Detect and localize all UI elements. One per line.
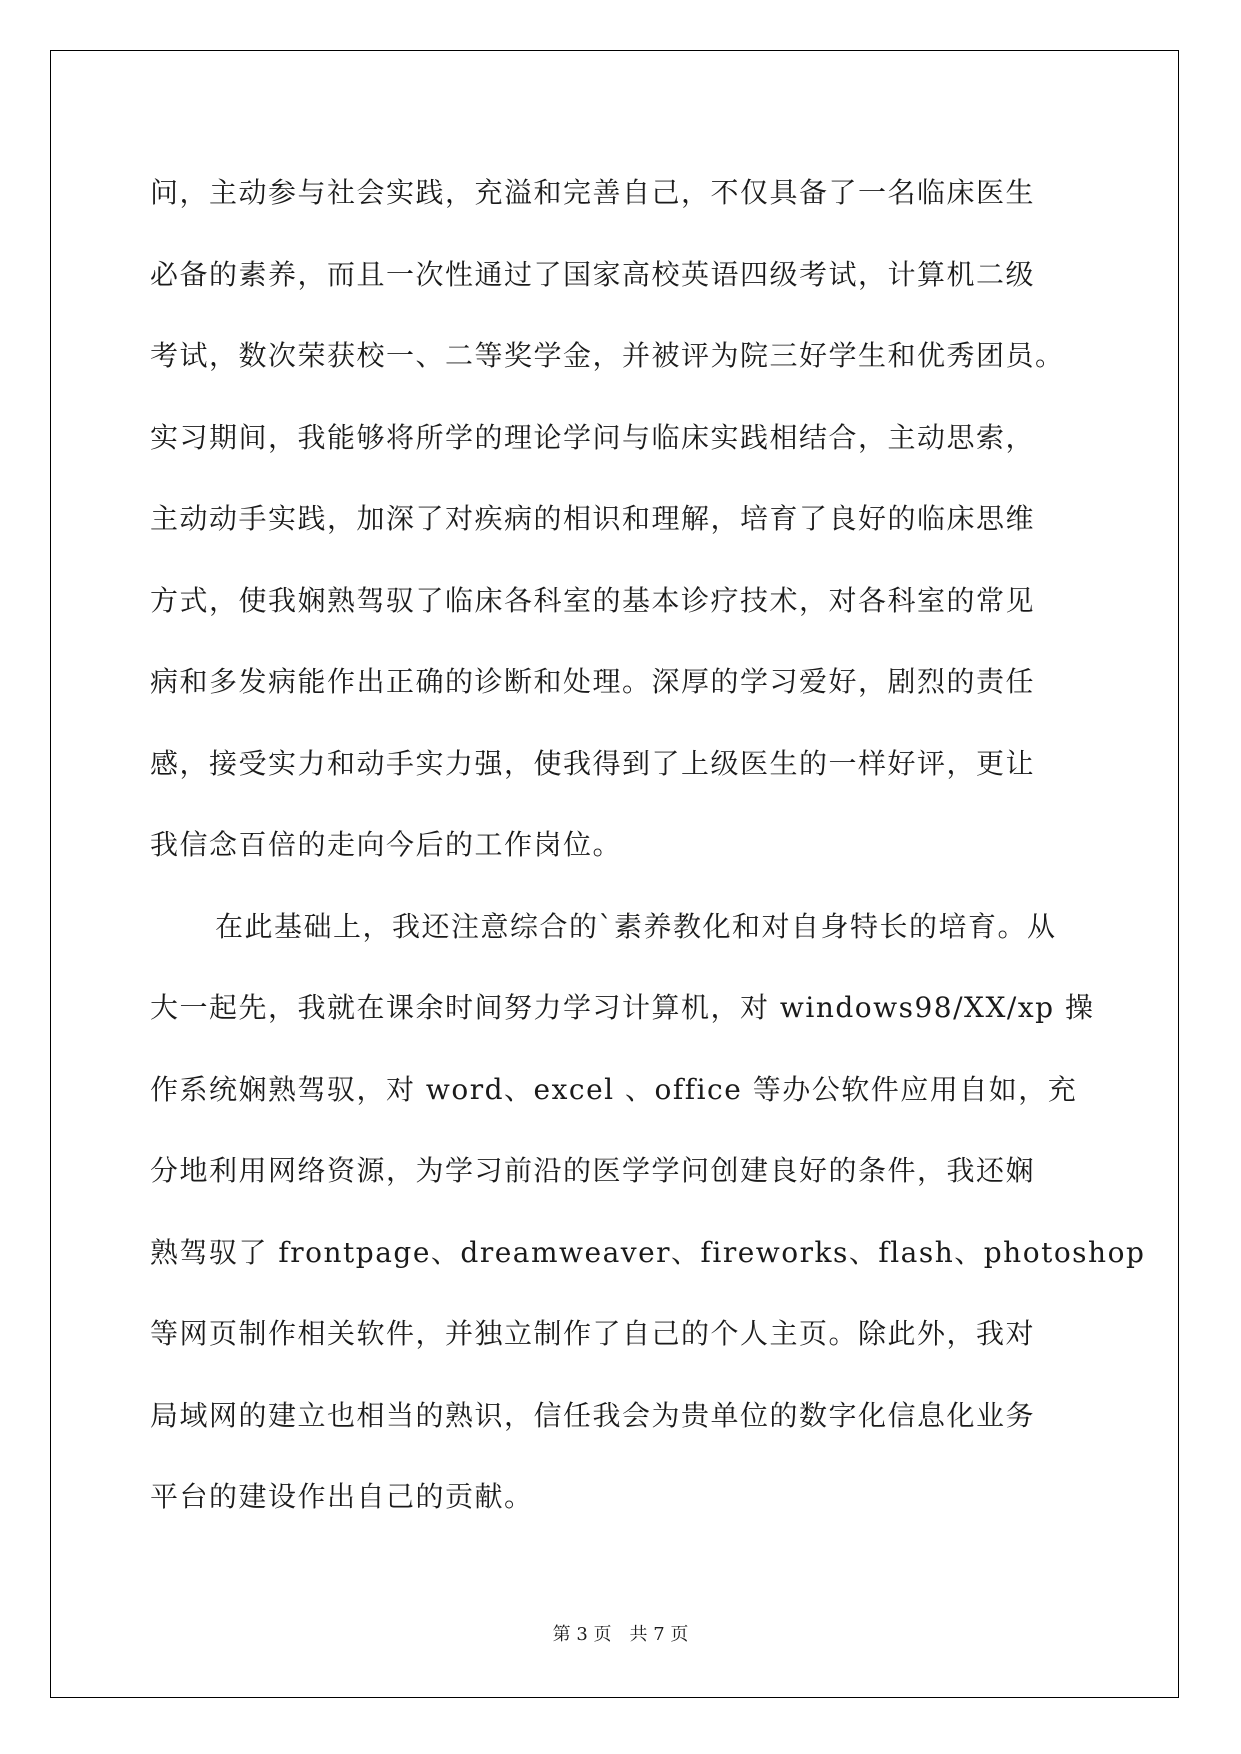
document-body bbox=[150, 152, 1146, 1538]
text-line: 必备的素养，而且一次性通过了国家高校英语四级考试，计算机二级 bbox=[150, 257, 1036, 291]
text-line: 方式，使我娴熟驾驭了临床各科室的基本诊疗技术，对各科室的常见 bbox=[150, 583, 1036, 617]
text-line: 大一起先，我就在课余时间努力学习计算机，对 windows98/XX/xp 操 bbox=[150, 991, 1095, 1024]
text-line: 主动动手实践，加深了对疾病的相识和理解，培育了良好的临床思维 bbox=[150, 502, 1036, 535]
text-line: 感，接受实力和动手实力强，使我得到了上级医生的一样好评，更让 bbox=[150, 746, 1036, 780]
text-line: 作系统娴熟驾驭，对 word、excel 、office 等办公软件应用自如，充 bbox=[150, 1072, 1078, 1106]
text-line: 问，主动参与社会实践，充溢和完善自己，不仅具备了一名临床医生 bbox=[150, 176, 1036, 209]
page-total: 共 7 页 bbox=[629, 1624, 689, 1645]
text-line: 病和多发病能作出正确的诊断和处理。深厚的学习爱好，剧烈的责任 bbox=[150, 665, 1036, 698]
page-number: 第 3 页 bbox=[552, 1624, 612, 1645]
text-line: 实习期间，我能够将所学的理论学问与临床实践相结合，主动思索， bbox=[150, 420, 1036, 454]
text-line: 分地利用网络资源，为学习前沿的医学学问创建良好的条件，我还娴 bbox=[150, 1154, 1036, 1187]
text-line: 局域网的建立也相当的熟识，信任我会为贵单位的数字化信息化业务 bbox=[150, 1398, 1036, 1432]
text-line: 等网页制作相关软件，并独立制作了自己的个人主页。除此外，我对 bbox=[150, 1317, 1036, 1350]
paragraph-start-line: 在此基础上，我还注意综合的`素养教化和对自身特长的培育。从 bbox=[215, 909, 1057, 943]
page-footer bbox=[0, 1620, 1241, 1646]
text-line: 熟驾驭了 frontpage、dreamweaver、fireworks、flash、photoshop bbox=[150, 1235, 1146, 1269]
text-line: 考试，数次荣获校一、二等奖学金，并被评为院三好学生和优秀团员。 bbox=[150, 339, 1065, 372]
text-line: 平台的建设作出自己的贡献。 bbox=[150, 1480, 534, 1513]
text-line: 我信念百倍的走向今后的工作岗位。 bbox=[150, 828, 623, 861]
